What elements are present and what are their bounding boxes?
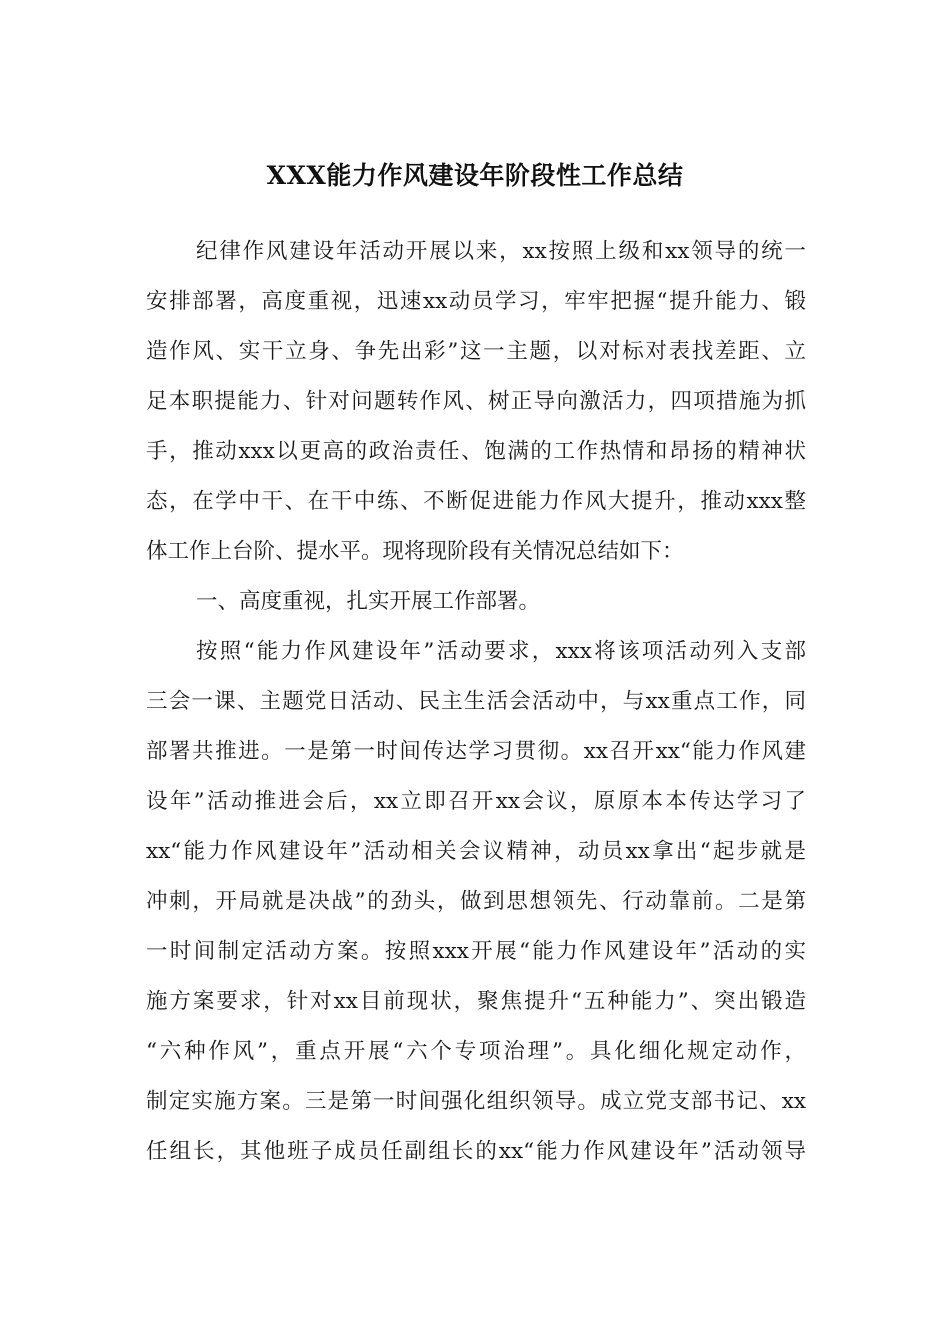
text-line: 任组长，其他班子成员任副组长的xx“能力作风建设年”活动领导 xyxy=(146,1139,806,1164)
text-line: 安排部署，高度重视，迅速xx动员学习，牢牢把握“提升能力、锻 xyxy=(146,289,806,314)
text-line: 足本职提能力、针对问题转作风、树正导向激活力，四项措施为抓 xyxy=(146,389,806,414)
text-line: 部署共推进。一是第一时间传达学习贯彻。xx召开xx“能力作风建 xyxy=(146,739,806,764)
document-title: XXX能力作风建设年阶段性工作总结 xyxy=(266,161,684,190)
text-line: xx“能力作风建设年”活动相关会议精神，动员xx拿出“起步就是 xyxy=(146,839,806,864)
text-line: 制定实施方案。三是第一时间强化组织领导。成立党支部书记、xx xyxy=(146,1089,806,1114)
text-line: 纪律作风建设年活动开展以来，xx按照上级和xx领导的统一 xyxy=(196,239,806,264)
text-line: 三会一课、主题党日活动、民主生活会活动中，与xx重点工作，同 xyxy=(146,689,806,714)
text-line: 设年”活动推进会后，xx立即召开xx会议，原原本本传达学习了 xyxy=(146,789,806,814)
text-line: 体工作上台阶、提水平。现将现阶段有关情况总结如下： xyxy=(146,539,684,564)
text-line: “六种作风”，重点开展“六个专项治理”。具化细化规定动作， xyxy=(146,1039,806,1064)
text-line: 一时间制定活动方案。按照xxx开展“能力作风建设年”活动的实 xyxy=(146,939,806,964)
text-line: 手，推动xxx以更高的政治责任、饱满的工作热情和昂扬的精神状 xyxy=(146,439,806,464)
text-line: 造作风、实干立身、争先出彩”这一主题，以对标对表找差距、立 xyxy=(146,339,806,364)
text-line: 施方案要求，针对xx目前现状，聚焦提升“五种能力”、突出锻造 xyxy=(146,989,806,1014)
text-line: 态，在学中干、在干中练、不断促进能力作风大提升，推动xxx整 xyxy=(146,489,806,514)
text-line: 冲刺，开局就是决战”的劲头，做到思想领先、行动靠前。二是第 xyxy=(146,889,806,914)
section-heading: 一、高度重视，扎实开展工作部署。 xyxy=(196,589,541,614)
text-line: 按照“能力作风建设年”活动要求，xxx将该项活动列入支部 xyxy=(196,639,806,664)
